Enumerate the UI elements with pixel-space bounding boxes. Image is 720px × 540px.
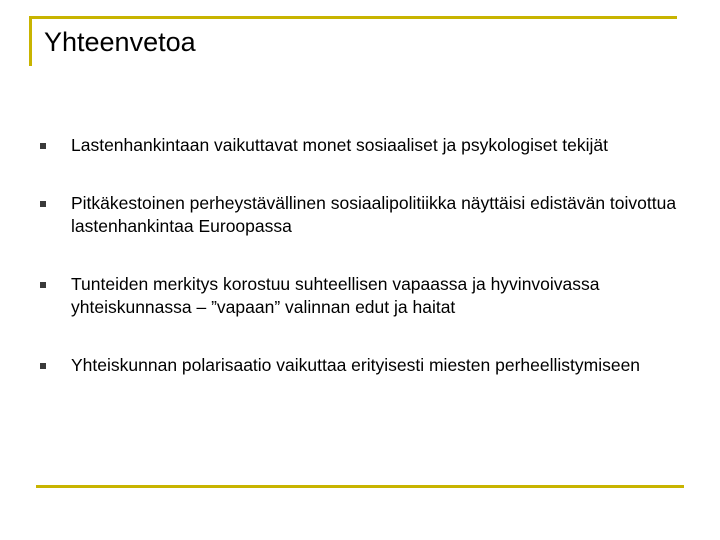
bullet-text: Tunteiden merkitys korostuu suhteellisen vapaassa ja hyvinvoivassa yhteiskunnassa – ”vapaan” valinnan edut ja haitat xyxy=(71,274,600,317)
square-bullet-icon xyxy=(40,201,46,207)
bullet-item xyxy=(40,134,700,157)
title-frame-left-rule xyxy=(29,16,32,66)
bullet-text: Lastenhankintaan vaikuttavat monet sosiaaliset ja psykologiset tekijät xyxy=(71,135,608,155)
square-bullet-icon xyxy=(40,282,46,288)
bullet-text: Pitkäkestoinen perheystävällinen sosiaalipolitiikka näyttäisi edistävän toivottua lastenhankintaa Euroopassa xyxy=(71,193,677,236)
bullet-item xyxy=(40,192,700,238)
square-bullet-icon xyxy=(40,363,46,369)
bullet-list xyxy=(40,134,700,412)
bottom-rule xyxy=(36,485,684,488)
square-bullet-icon xyxy=(40,143,46,149)
bullet-item xyxy=(40,354,700,377)
bullet-text: Yhteiskunnan polarisaatio vaikuttaa erityisesti miesten perheellistymiseen xyxy=(71,355,641,375)
title-frame-top-rule xyxy=(29,16,677,19)
slide-title: Yhteenvetoa xyxy=(44,27,196,57)
bullet-item xyxy=(40,273,700,319)
